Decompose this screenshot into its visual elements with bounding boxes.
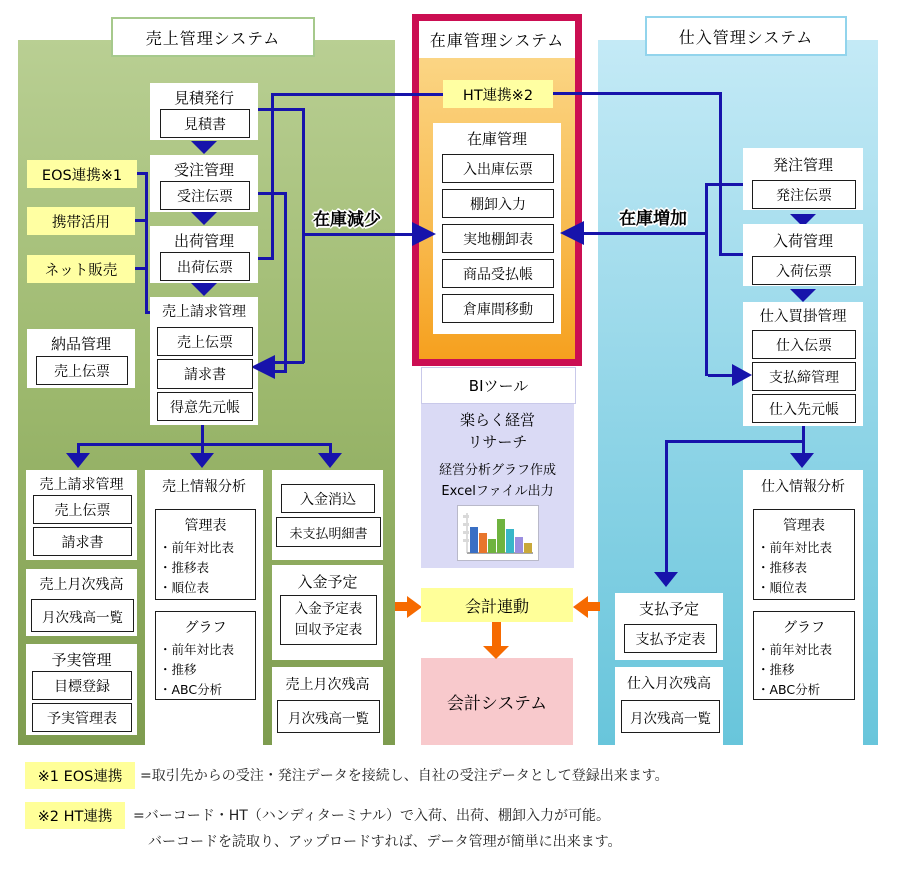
connector-line xyxy=(665,440,668,573)
sales-mgmt-table-box xyxy=(155,509,256,600)
ht-link-label: HT連携※2 xyxy=(443,80,553,108)
graph-line: ・ABC分析 xyxy=(159,682,223,697)
quote-doc-item: 見積書 xyxy=(160,109,250,138)
sales-slip-item: 売上伝票 xyxy=(33,495,132,524)
mgmt-table-line: ・順位表 xyxy=(757,580,808,595)
accounting-system-box: 会計システム xyxy=(421,658,573,745)
payment-closing-item: 支払締管理 xyxy=(752,362,856,391)
connector-line xyxy=(201,424,204,445)
forecast-mgmt-title: 予実管理 xyxy=(51,651,112,669)
connector-line xyxy=(77,443,332,446)
arrowhead-down-icon xyxy=(318,453,342,468)
sales-monthly2-title: 売上月次残高 xyxy=(285,677,370,693)
bi-product-name-line1: 楽らく経営 xyxy=(459,411,535,429)
customer-ledger-item: 得意先元帳 xyxy=(157,392,253,421)
bi-feature-line2: Excelファイル出力 xyxy=(441,484,554,499)
stock-increase-label: 在庫増加 xyxy=(619,209,687,229)
delivery-slip-item: 売上伝票 xyxy=(36,356,128,385)
stock-decrease-label: 在庫減少 xyxy=(313,210,381,230)
connector-line xyxy=(258,108,305,111)
note2-label: ※2 HT連携 xyxy=(25,802,125,829)
sales-billing2-title: 売上請求管理 xyxy=(39,477,124,493)
receiving-slip-item: 入荷伝票 xyxy=(752,256,856,285)
mgmt-table-line: ・前年対比表 xyxy=(757,540,833,555)
accounting-link-box: 会計連動 xyxy=(421,588,573,622)
graph-line: ・ABC分析 xyxy=(757,682,821,697)
flow-arrow-down-icon xyxy=(191,212,217,225)
mgmt-table-title: 管理表 xyxy=(783,518,825,534)
payable-mgmt-title: 仕入買掛管理 xyxy=(759,309,847,325)
physical-stocktake-item: 実地棚卸表 xyxy=(442,224,554,253)
note1-text: =取引先からの受注・発注データを接続し、自社の受注データとして登録出来ます。 xyxy=(140,768,669,784)
note2-text-line2: バーコードを読取り、アップロードすれば、データ管理が簡単に出来ます。 xyxy=(148,834,622,850)
connector-line xyxy=(665,440,805,443)
stock-increase-line xyxy=(584,232,706,235)
flow-arrow-down-icon xyxy=(191,141,217,154)
mgmt-table-line: ・前年対比表 xyxy=(159,540,235,555)
deposit-plan-line: 入金予定表 xyxy=(294,601,363,617)
note2-text-line1: =バーコード・HT（ハンディターミナル）で入荷、出荷、棚卸入力が可能。 xyxy=(133,808,610,824)
sales-analysis-title: 売上情報分析 xyxy=(162,479,246,495)
stock-decrease-line xyxy=(305,233,413,236)
purchase-analysis-title: 仕入情報分析 xyxy=(761,479,845,495)
collection-plan-line: 回収予定表 xyxy=(294,622,363,638)
mobile-use-label: 携帯活用 xyxy=(27,207,135,235)
connector-line xyxy=(271,93,443,96)
arrowhead-down-icon xyxy=(654,572,678,587)
stocktake-entry-item: 棚卸入力 xyxy=(442,189,554,218)
shipping-mgmt-title: 出荷管理 xyxy=(173,232,234,250)
connector-line xyxy=(708,374,734,377)
sales-monthly-title: 売上月次残高 xyxy=(39,577,124,593)
connector-line xyxy=(271,93,274,260)
forecast-table-item: 予実管理表 xyxy=(32,703,132,732)
deposit-plan-item xyxy=(280,595,377,645)
monthly-balance-item: 月次残高一覧 xyxy=(277,700,380,733)
sales-slip-item: 売上伝票 xyxy=(157,327,253,356)
graph-line: ・推移 xyxy=(159,662,197,677)
bi-chart-icon xyxy=(457,505,539,561)
bi-feature-line1: 経営分析グラフ作成 xyxy=(438,463,556,478)
arrowhead-down-icon xyxy=(190,453,214,468)
connector-line xyxy=(284,192,287,373)
inventory-system-title: 在庫管理システム xyxy=(419,21,575,58)
deposit-clear-item: 入金消込 xyxy=(281,484,375,513)
eos-link-label: EOS連携※1 xyxy=(27,160,137,188)
invoice-item: 請求書 xyxy=(33,527,132,556)
flow-arrow-down-icon xyxy=(790,289,816,302)
monthly-balance-item: 月次残高一覧 xyxy=(31,599,134,632)
purchase-monthly-title: 仕入月次残高 xyxy=(627,676,711,692)
monthly-balance-item: 月次残高一覧 xyxy=(621,700,720,733)
arrowhead-left-icon xyxy=(560,221,584,245)
connector-line xyxy=(272,361,304,364)
arrowhead-right-icon xyxy=(407,596,422,618)
receiving-mgmt-title: 入荷管理 xyxy=(772,232,833,250)
purchase-mgmt-table-box xyxy=(753,509,855,600)
target-register-item: 目標登録 xyxy=(32,671,132,700)
sales-billing-title: 売上請求管理 xyxy=(162,304,246,320)
connector-line xyxy=(705,183,743,186)
order-slip-item: 受注伝票 xyxy=(160,181,250,210)
deposit-plan-title: 入金予定 xyxy=(297,573,358,591)
arrowhead-right-icon xyxy=(412,222,436,246)
po-mgmt-title: 発注管理 xyxy=(772,156,833,174)
arrowhead-left-icon xyxy=(251,355,275,379)
arrowhead-down-icon xyxy=(483,646,509,659)
mgmt-table-title: 管理表 xyxy=(184,518,227,534)
bi-tool-header: BIツール xyxy=(421,367,576,404)
po-slip-item: 発注伝票 xyxy=(752,180,856,209)
graph-line: ・前年対比表 xyxy=(757,642,833,657)
mgmt-table-line: ・順位表 xyxy=(159,580,210,595)
invoice-item: 請求書 xyxy=(157,359,253,389)
arrowhead-down-icon xyxy=(66,453,90,468)
accounting-arrow-right xyxy=(586,602,600,611)
note1-label: ※1 EOS連携 xyxy=(25,762,135,789)
graph-title: グラフ xyxy=(783,620,825,636)
arrowhead-left-icon xyxy=(573,596,588,618)
flow-arrow-down-icon xyxy=(191,283,217,296)
unpaid-detail-item: 未支払明細書 xyxy=(276,517,381,547)
order-mgmt-title: 受注管理 xyxy=(173,161,234,179)
graph-line: ・推移 xyxy=(757,662,795,677)
delivery-mgmt-title: 納品管理 xyxy=(50,335,111,353)
sales-graph-box xyxy=(155,611,256,700)
purchase-slip-item: 仕入伝票 xyxy=(752,330,856,359)
payment-plan-title: 支払予定 xyxy=(638,600,699,618)
connector-line xyxy=(145,172,148,314)
connector-line xyxy=(719,92,722,256)
inventory-mgmt-title: 在庫管理 xyxy=(466,130,527,148)
connector-line xyxy=(719,253,743,256)
mgmt-table-line: ・推移表 xyxy=(159,560,210,575)
goods-ledger-item: 商品受払帳 xyxy=(442,259,554,288)
graph-line: ・前年対比表 xyxy=(159,642,235,657)
net-sales-label: ネット販売 xyxy=(27,255,135,283)
accounting-arrow-down xyxy=(492,622,501,648)
supplier-ledger-item: 仕入先元帳 xyxy=(752,394,856,423)
shipping-slip-item: 出荷伝票 xyxy=(160,252,250,281)
connector-line xyxy=(553,92,722,95)
quote-issue-title: 見積発行 xyxy=(173,89,234,107)
purchase-graph-box xyxy=(753,611,855,700)
payment-plan-item: 支払予定表 xyxy=(624,624,717,653)
bi-product-name-line2: リサーチ xyxy=(467,433,528,451)
sales-system-title: 売上管理システム xyxy=(111,17,315,57)
purchase-system-title: 仕入管理システム xyxy=(645,16,847,56)
mgmt-table-line: ・推移表 xyxy=(757,560,808,575)
arrowhead-right-icon xyxy=(732,364,752,386)
arrowhead-down-icon xyxy=(790,453,814,468)
in-out-slip-item: 入出庫伝票 xyxy=(442,154,554,183)
warehouse-transfer-item: 倉庫間移動 xyxy=(442,294,554,323)
graph-title: グラフ xyxy=(184,620,227,636)
